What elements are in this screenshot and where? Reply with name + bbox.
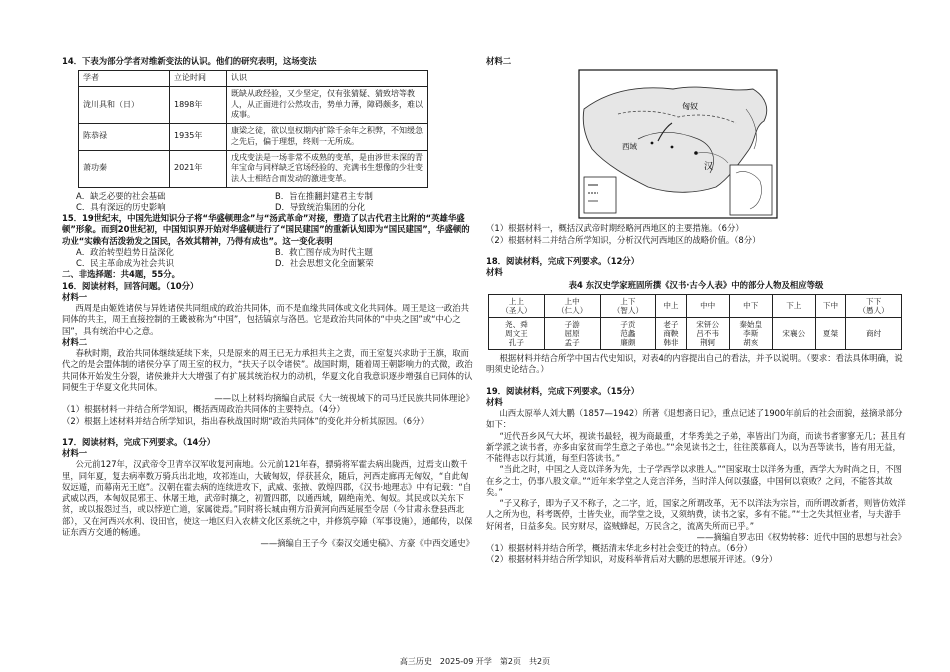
section-heading: 二、非选择题：共4题，55分。 bbox=[62, 269, 180, 280]
page-footer: 高三历史 2025-09 开学 第2页 共2页 bbox=[399, 657, 551, 667]
people-cell: 尧、舜 周文王 孔子 bbox=[489, 317, 545, 349]
q17-question-1: （1）根据材料一，概括汉武帝时期经略河西地区的主要措施。（6分） bbox=[486, 223, 744, 234]
people-cell: 宋钘公 吕不韦 荆轲 bbox=[686, 317, 729, 349]
q16-stem: 16．阅读材料，回答问题。（10分） bbox=[62, 280, 199, 291]
q19-material-intro: 山西太原举人刘大鹏（1857—1942）所著《退想斋日记》，重点记述了1900年前后的社会面貌，兹摘录部分如下： bbox=[486, 408, 903, 430]
material-label: 材料 bbox=[486, 396, 503, 407]
table-header-cell: 立论时间 bbox=[170, 71, 227, 87]
table-cell: 2021年 bbox=[170, 150, 227, 187]
option-a: A．政治转型趋势日益深化 bbox=[76, 246, 174, 257]
people-cell: 老子 商鞅 韩非 bbox=[656, 317, 686, 349]
right-column bbox=[486, 56, 906, 566]
map-label: 匈奴 bbox=[682, 102, 698, 112]
table-4 bbox=[488, 294, 902, 351]
option-d: D．导致统治集团的分化 bbox=[275, 201, 366, 212]
q18-stem: 18．阅读材料，完成下列要求。（12分） bbox=[486, 255, 640, 266]
q16-question-2: （2）根据上述材料并结合所学知识，指出春秋战国时期“政治共同体”的变化并分析其原因。（6分） bbox=[62, 415, 429, 426]
q19-source: ——摘编自罗志田《权势转移：近代中国的思想与社会》 bbox=[696, 531, 906, 542]
table-cell: 戊戌变法是一场非常不成熟的变革，是由涉世未深的青年宝命与同样缺乏官场经验的、充满书生想像的少壮变法人士相结合而发动的激进变革。 bbox=[227, 150, 428, 187]
table-cell: 1935年 bbox=[170, 124, 227, 150]
level-cell: 下下 （愚人） bbox=[846, 294, 902, 317]
people-cell: 子游 屈原 孟子 bbox=[544, 317, 600, 349]
option-b: B．旨在推翻封建君主专制 bbox=[275, 190, 373, 201]
people-cell: 商纣 bbox=[846, 317, 902, 349]
option-c: C．民主革命成为社会共识 bbox=[76, 258, 174, 269]
q19-question-2: （2）根据材料并结合所学知识，对废科举背后对大鹏的思想展开评述。（9分） bbox=[486, 554, 778, 565]
q19-material-2: “当此之时，中国之人竞以洋务为先，士子学西学以求胜人。”“国家取士以洋务为重，西学大为时尚之日，不图在乡之士，仍事八股文章。”“近年来学堂之人竞言洋务，当时洋人何以强盛，中国何以衰败？之问，不能答其故矣。” bbox=[486, 464, 902, 497]
q17-stem: 17．阅读材料，完成下列要求。（14分） bbox=[62, 436, 216, 447]
q19-material-3: “子又称子，即为子又不称子，之二字，近，国家之所谓改革，无不以洋法为宗旨，而所谓改新者，则皆仿效洋人之所为也，科考既停，士皆失业，而学堂之设，又须纳费，读书之家，多有不能。”“士之失其恒业者，与夫游手好闲者，日益多矣。民穷财尽，盗贼蜂起，万民含之，流离失所而已乎。” bbox=[486, 498, 906, 531]
option-b: B．救亡图存成为时代主题 bbox=[275, 246, 373, 257]
map-label: 汉 bbox=[704, 162, 714, 173]
material-label: 材料二 bbox=[62, 336, 88, 347]
q17-question-2: （2）根据材料二并结合所学知识，分析汉代河西地区的战略价值。（8分） bbox=[486, 234, 761, 245]
material-label: 材料一 bbox=[62, 448, 88, 459]
level-cell: 上下 （智人） bbox=[600, 294, 656, 317]
historical-map bbox=[578, 69, 778, 219]
table-cell: 萧功秦 bbox=[79, 150, 170, 187]
table-header-row bbox=[79, 71, 428, 87]
map-figure bbox=[578, 69, 778, 219]
option-d: D．社会思想文化全面繁荣 bbox=[275, 258, 374, 269]
level-cell: 中上 bbox=[656, 294, 686, 317]
level-cell: 下中 bbox=[815, 294, 845, 317]
table-row bbox=[489, 294, 902, 317]
table-cell: 陈恭禄 bbox=[79, 124, 170, 150]
option-c: C．具有深远的历史影响 bbox=[76, 201, 166, 212]
q14-options bbox=[76, 191, 474, 214]
table-caption: 表4 东汉史学家班固所撰《汉书·古今人表》中的部分人物及相应等级 bbox=[568, 280, 824, 291]
level-cell: 上中 （仁人） bbox=[544, 294, 600, 317]
people-cell: 秦始皇 李斯 胡亥 bbox=[729, 317, 772, 349]
level-cell: 中中 bbox=[686, 294, 729, 317]
q16-question-1: （1）根据材料一并结合所学知识，概括西周政治共同体的主要特点。（4分） bbox=[62, 404, 345, 415]
level-cell: 下上 bbox=[772, 294, 815, 317]
q17-source: ——摘编自王子今《秦汉交通史稿》、方豪《中西交通史》 bbox=[260, 538, 474, 549]
q16-source: ——以上材料均摘编自武辰《大一统视域下的司马迁民族共同体理论》 bbox=[214, 393, 474, 404]
table-cell: 1898年 bbox=[170, 86, 227, 123]
q17-material-1: 公元前127年，汉武帝令卫青卒汉军收复河南地。公元前121年春，骠骑将军霍去病出陇西，过焉支山数千里，同年夏，复去病率数万骑兵出北地，攻祁连山，大破匈奴，俘获甚众，随后，河西走廊再无匈奴，“自此匈奴远遁，而幕南无王庭”。汉朝在霍去病的连续进攻下，武威、张掖、敦煌四郡，《汉书·地理志》中有记载：“自武威以西，本匈奴昆邪王、休屠王地，武帝时攘之，初置四郡，以通西域，隔绝南羌、匈奴。其民或以关东下贫，或以报怨过当，或以悖逆亡道，家属徙焉。”同时将长城由朔方沿黄河向西延展至令居（今甘肃永登县西北部），又在河西兴水利、设田官，使这一地区归入农耕文化区系统之中，并修筑亭障（军事设施），通邮传，以保证东西方交通的畅通。 bbox=[62, 459, 473, 537]
table-cell: 泷川具和（日） bbox=[79, 86, 170, 123]
q19-stem: 19．阅读材料，完成下列要求。（15分） bbox=[486, 385, 640, 396]
table-header-cell: 认识 bbox=[227, 71, 428, 87]
material-label: 材料 bbox=[486, 267, 503, 277]
table-header-cell: 学者 bbox=[79, 71, 170, 87]
table-row bbox=[79, 86, 428, 123]
q19-question-1: （1）根据材料并结合所学，概括清末华北乡村社会变迁的特点。（6分） bbox=[486, 543, 753, 554]
map-label: 西域 bbox=[622, 142, 637, 152]
q19-material-1: “近代吾乡风气大坏，视读书最轻，视为商最重，才华秀美之子弟，率皆出门为商，而读书者寥寥无几；甚且有新学派之读书者，亦多由家贫而学生意之子弟也。”“余见读书之士，往往羡慕商人，以为吾等读书，皆有用无益，不能得志以行其道，每至归答读书。” bbox=[486, 430, 906, 464]
q14-stem: 14．下表为部分学者对维新变法的认识。他们的研究表明，这场变法 bbox=[62, 56, 317, 66]
left-column bbox=[62, 56, 474, 549]
table-row bbox=[79, 150, 428, 187]
q18-question: 根据材料并结合所学中国古代史知识，对表4的内容提出自己的看法，并予以说明。（要求：看法具体明确，说明须史论结合。） bbox=[486, 353, 903, 375]
table-row bbox=[489, 317, 902, 349]
level-cell: 中下 bbox=[729, 294, 772, 317]
q15-options bbox=[76, 247, 474, 270]
q14-table bbox=[78, 70, 428, 187]
q15-stem: 15．19世纪末，中国先进知识分子将“华盛顿理念”与“汤武革命”对接，塑造了以古代君主比附的“英雄华盛顿”形象。而到20世纪初，中国知识界开始对华盛顿进行了“国民建国”的重新认知即为“国民建国”，华盛顿的功业“实赖有活泼勃发之国民，各效其精神，乃得有成也”。这一变化表明 bbox=[62, 213, 470, 246]
q16-material-2: 春秋时期，政治共同体继续延续下来，只是原来的周王已无力承担共主之责，而王室复兴求助于王旗，取而代之的是会盟体制的诸侯分享了周王室的权力，“扶天子以令诸侯”。战国时期，随着周王朝影响力的式微，政治共同体开始发生分裂，诸侯兼并大大增强了有扩展其统治权力的动机，华夏文化自我意识逐步增强自已同体的认同便生于华夏文化共同体。 bbox=[62, 348, 473, 392]
q16-material-1: 西周是由姬姓诸侯与异姓诸侯共同组成的政治共同体，而不是血缘共同体或文化共同体。周王是这一政治共同体的共主，周王直接控制的王畿被称为“中国”，包括镐京与洛邑。它是政治共同体的“中央之国”或“中心之国”，具有统治中心之意。 bbox=[62, 303, 470, 336]
table-cell: 既缺从政经验，又少坚定，仅有张猜疑、猜致培等教人，从正面进行公然攻击，势单力薄，障碍颇多，难以成事。 bbox=[227, 86, 428, 123]
level-cell: 上上 （圣人） bbox=[489, 294, 545, 317]
table-cell: 康梁之徒，欲以皇权期内扩除千余年之积弊，不知缓急之先后，偏于理想，终则一无所成。 bbox=[227, 124, 428, 150]
people-cell: 子贡 范蠡 廉颇 bbox=[600, 317, 656, 349]
option-a: A．缺乏必要的社会基础 bbox=[76, 190, 166, 201]
people-cell: 夏桀 bbox=[815, 317, 845, 349]
material-label: 材料一 bbox=[62, 291, 88, 302]
people-cell: 宋襄公 bbox=[772, 317, 815, 349]
material-label: 材料二 bbox=[486, 56, 512, 66]
table-row bbox=[79, 124, 428, 150]
